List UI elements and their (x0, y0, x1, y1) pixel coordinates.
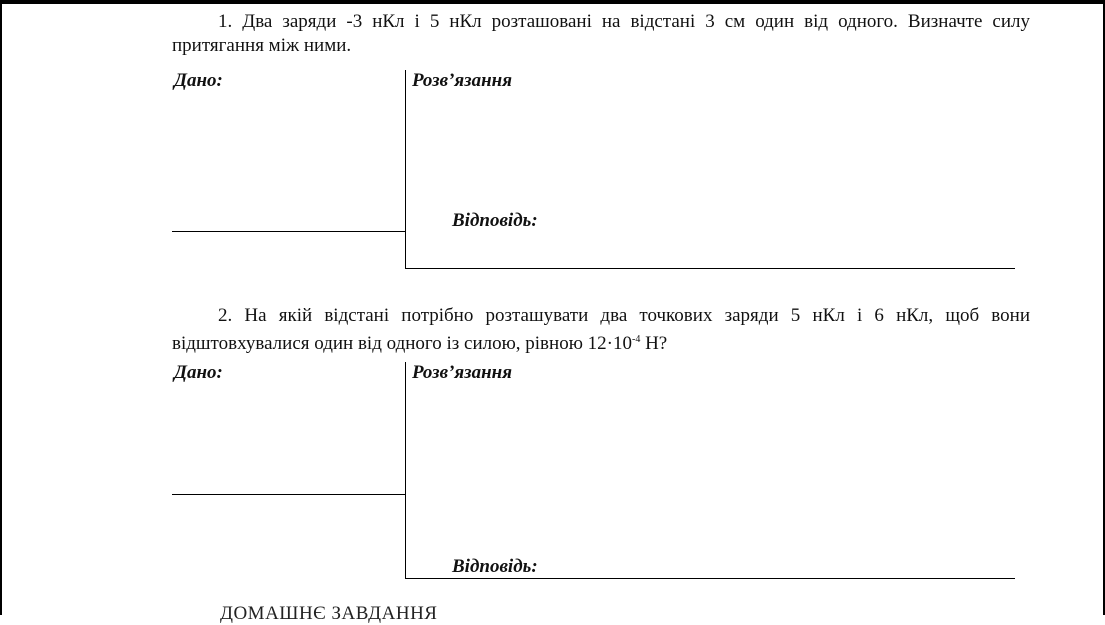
problem-2-text-main: 2. На якій відстані потрібно розташувати два точкових заряди 5 нКл і 6 нКл, щоб вони відштовхувалися один від одного із силою, рівною 12·10 (172, 305, 1030, 354)
problem-1-text: 1. Два заряди -3 нКл і 5 нКл розташовані на відстані 3 см один від одного. Визначте силу притягання між ними. (172, 11, 1030, 56)
problem-2-answer-label: Відповідь: (452, 556, 538, 577)
problem-2-given-underline (172, 494, 405, 495)
problem-1-answer-label: Відповідь: (452, 210, 538, 231)
problem-1-solution-label: Розв’язання (412, 70, 512, 91)
problem-2-solution-label: Розв’язання (412, 362, 512, 383)
problem-2-text-end: Н? (640, 333, 668, 354)
problem-2-given-label: Дано: (174, 362, 223, 383)
problem-2-exponent: -4 (631, 334, 641, 345)
cut-off-heading: ДОМАШНЄ ЗАВДАННЯ (220, 603, 438, 624)
problem-1-given-label: Дано: (174, 70, 223, 91)
problem-2-bottom-line (405, 578, 1015, 579)
problem-1-given-underline (172, 231, 405, 232)
problem-2-divider-vertical (405, 362, 406, 578)
problem-1-bottom-line (405, 268, 1015, 269)
problem-1-divider-vertical (405, 70, 406, 268)
problem-2-text (172, 304, 1030, 356)
